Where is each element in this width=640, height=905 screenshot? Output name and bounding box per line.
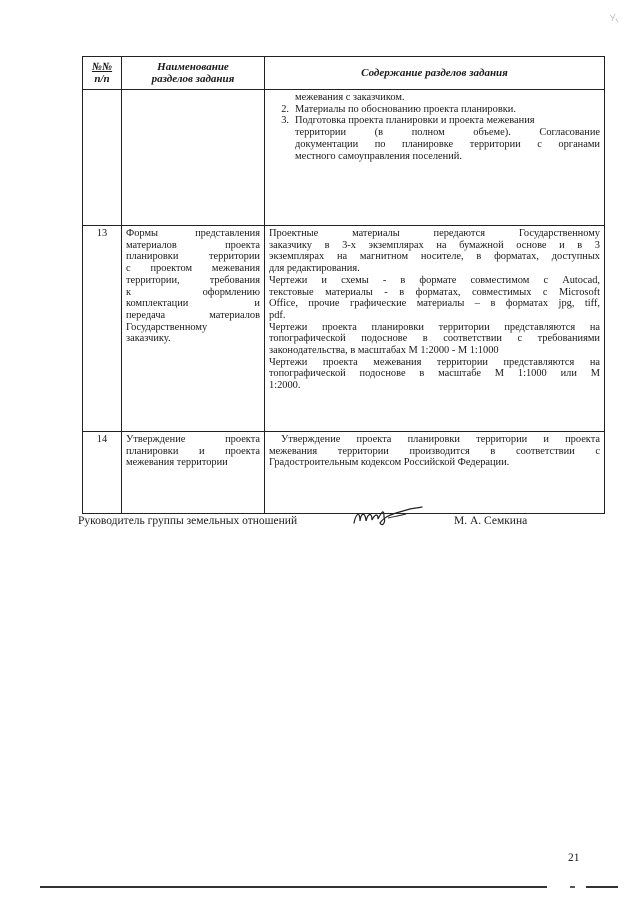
row13-content-line: Проектные материалы передаются Государственному — [269, 228, 600, 239]
row13-content-line: для редактирования. — [269, 263, 360, 275]
row13-content-line: 1:2000. — [269, 380, 301, 392]
footer-rule-short — [586, 886, 618, 888]
row13-content-line: заказчику в 3-х экземплярах на бумажной основе и в 3 — [269, 239, 600, 251]
list-item-line: Подготовка проекта планировки и проекта межевания — [295, 115, 535, 127]
header-section-name-line1: Наименование — [157, 61, 229, 73]
row13-name-line: планировки территории — [126, 251, 260, 263]
row13-content-line: Чертежи проекта межевания территории представляются на — [269, 356, 600, 368]
row14-content-line: Утверждение проекта планировки территории и проекта — [281, 434, 600, 445]
row13-content-line: Office, прочие графические материалы – в форматах jpg, tiff, — [269, 298, 600, 310]
footer-rule-dot — [570, 886, 575, 888]
row13-name-line: комплектации и — [126, 298, 260, 310]
table-row-continued — [83, 90, 605, 226]
list-item-line: территории (в полном объеме). Согласование — [295, 127, 600, 139]
row13-name — [122, 226, 265, 432]
row13-content-line: экземплярах на магнитном носителе, в форматах, доступных — [269, 251, 600, 263]
continued-first-line: межевания с заказчиком. — [295, 92, 405, 103]
row13-name-line: территории, требования — [126, 274, 260, 286]
list-item-number: 2. — [281, 103, 289, 115]
requirements-table — [82, 56, 605, 514]
row13-content — [265, 226, 605, 432]
row13-name-line: к оформлению — [126, 286, 260, 298]
header-number-line2: п/п — [94, 73, 110, 85]
row13-content-line: текстовые материалы - в форматах, совместимых с Microsoft — [269, 286, 600, 298]
scan-corner-mark — [608, 12, 620, 24]
row13-name-line: Государственному — [126, 321, 208, 333]
header-section-content: Содержание разделов задания — [265, 57, 605, 90]
header-section-name — [122, 57, 265, 90]
row13-content-line: законодательства, в масштабах М 1:2000 - М 1:1000 — [269, 345, 499, 357]
row14-name-line: межевания территории — [126, 457, 228, 469]
row13-content-line: топографической подоснове в масштабе М 1:1000 или М — [269, 368, 600, 380]
row14-content-line: межевания территории производится в соответствии с — [269, 445, 600, 457]
list-item-line: документации по планировке территории с органами — [295, 138, 600, 150]
list-item-line: местного самоуправления поселений. — [295, 150, 462, 162]
continued-number-cell — [83, 90, 122, 226]
row14-number: 14 — [83, 432, 122, 514]
row14-name-line: планировки и проекта — [126, 445, 260, 457]
header-number — [83, 57, 122, 90]
list-item-number: 3. — [281, 115, 289, 127]
list-item-line: Материалы по обоснованию проекта планировки. — [295, 103, 516, 115]
list-item — [269, 104, 600, 116]
signatory-name: М. А. Семкина — [454, 515, 528, 527]
row13-content-line: Чертежи и схемы - в формате совместимом с Autocad, — [269, 274, 600, 286]
row14-content-line: Градостроительным кодексом Российской Федерации. — [269, 457, 510, 469]
row13-content-line: pdf. — [269, 309, 286, 321]
row13-name-line: заказчику. — [126, 333, 171, 345]
row13-number: 13 — [83, 226, 122, 432]
continued-content-cell — [265, 90, 605, 226]
footer-rule — [40, 886, 547, 888]
header-number-line1: №№ — [91, 61, 113, 73]
table-header-row — [83, 57, 605, 90]
row13-name-line: с проектом межевания — [126, 263, 260, 275]
row13-name-line: материалов проекта — [126, 239, 260, 251]
list-item — [269, 115, 600, 162]
page-number: 21 — [568, 852, 580, 864]
row13-content-line: топографической подоснове в соответствии с требованиями — [269, 333, 600, 345]
header-section-name-line2: разделов задания — [151, 73, 235, 85]
row14-name — [122, 432, 265, 514]
table-row-14 — [83, 432, 605, 514]
continued-name-cell — [122, 90, 265, 226]
row13-name-line: Формы представления — [126, 228, 260, 239]
table-row-13 — [83, 226, 605, 432]
row13-name-line: передача материалов — [126, 309, 260, 321]
handwritten-signature — [348, 501, 438, 531]
signatory-role: Руководитель группы земельных отношений — [78, 515, 298, 527]
row14-name-line: Утверждение проекта — [126, 434, 260, 445]
row13-content-line: Чертежи проекта планировки территории представляются на — [269, 321, 600, 333]
